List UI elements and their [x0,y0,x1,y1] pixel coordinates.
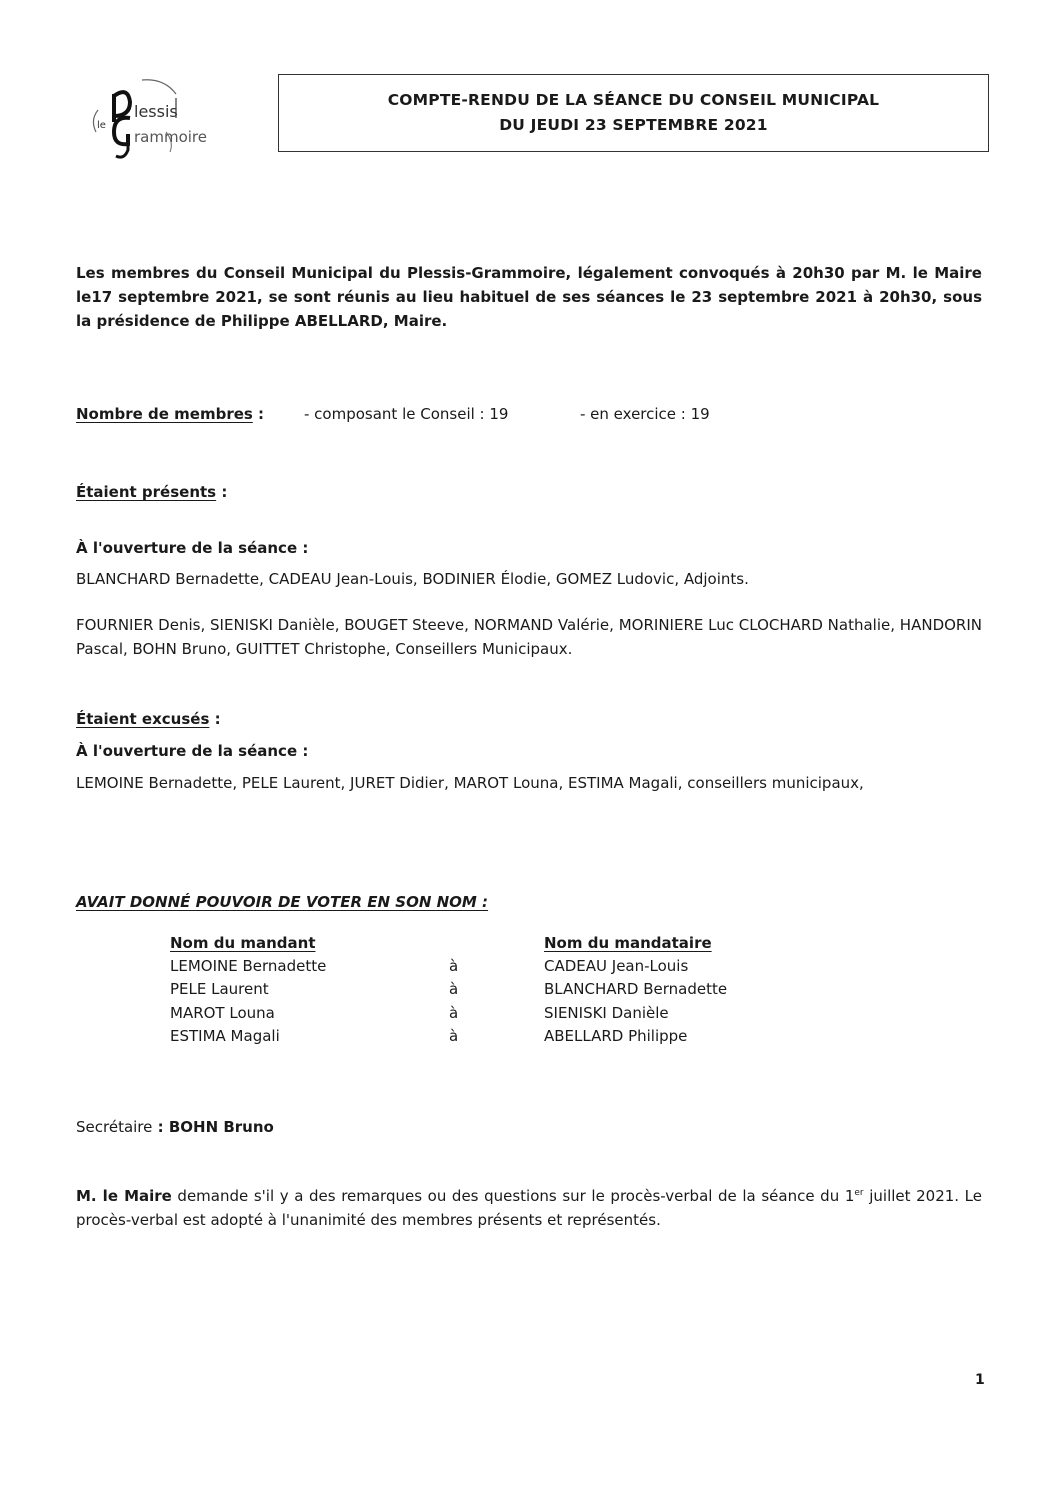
to-list [449,955,458,1048]
list-item: à [449,957,459,975]
excuses-heading: Étaient excusés : [76,710,221,728]
list-item: PELE Laurent [170,980,269,999]
list-item: SIENISKI Danièle [544,1003,669,1022]
members-composant: - composant le Conseil : 19 [304,405,509,423]
list-item: LEMOINE Bernadette [170,957,327,975]
plessis-grammoire-logo-icon [84,76,214,162]
presents-subheading: À l'ouverture de la séance : [76,539,309,557]
document-title [278,74,989,152]
list-item: à [449,980,459,999]
svg-text:lessis: lessis [134,102,178,121]
mandataire-list [544,955,727,1048]
svg-text:rammoire: rammoire [134,128,207,146]
presents-conseillers: FOURNIER Denis, SIENISKI Danièle, BOUGET Steeve, NORMAND Valérie, MORINIERE Luc CLOCHARD Nathalie, HANDORIN Pascal, BOHN Bruno, GUITTET Christophe, Conseillers Municipaux. [76,616,982,658]
col-mandataire-header: Nom du mandataire [544,934,712,952]
members-label: Nombre de membres [76,405,253,423]
list-item: à [449,1003,459,1022]
title-line-1: COMPTE-RENDU DE LA SÉANCE DU CONSEIL MUNICIPAL [387,91,880,109]
intro-paragraph: Les membres du Conseil Municipal du Plessis-Grammoire, légalement convoqués à 20h30 par M. le Maire le17 septembre 2021, se sont réunis au lieu habituel de ses séances le 23 septembre 2021 à 20h30, sous la présidence de Philippe ABELLARD, Maire. [76,264,982,330]
list-item: CADEAU Jean-Louis [544,957,689,975]
title-line-2: DU JEUDI 23 SEPTEMBRE 2021 [499,116,768,134]
list-item: MAROT Louna [170,1003,275,1022]
excuses-subheading: À l'ouverture de la séance : [76,742,309,760]
excuses-list: LEMOINE Bernadette, PELE Laurent, JURET Didier, MAROT Louna, ESTIMA Magali, conseillers municipaux, [76,774,864,792]
members-exercice: - en exercice : 19 [580,405,710,423]
list-item: BLANCHARD Bernadette [544,980,728,999]
proxies-heading: AVAIT DONNÉ POUVOIR DE VOTER EN SON NOM : [76,893,489,911]
page-number: 1 [975,1372,985,1388]
presents-adjoints: BLANCHARD Bernadette, CADEAU Jean-Louis, BODINIER Élodie, GOMEZ Ludovic, Adjoints. [76,570,749,588]
members-line: Nombre de membres : [76,405,265,423]
list-item: à [449,1026,459,1045]
municipality-logo [84,76,214,162]
secretary-line: Secrétaire : BOHN Bruno [76,1118,274,1136]
presents-heading: Étaient présents : [76,483,228,501]
remarks-paragraph: M. le Maire demande s'il y a des remarques ou des questions sur le procès-verbal de la séance du 1er juillet 2021. Le procès-verbal est adopté à l'unanimité des membres présents et représentés. [76,1187,982,1229]
svg-text:le: le [97,120,106,131]
list-item: ESTIMA Magali [170,1026,280,1045]
mandant-list [170,955,326,1048]
col-mandant-header: Nom du mandant [170,934,316,952]
secretary-name: BOHN Bruno [168,1118,274,1136]
list-item: ABELLARD Philippe [544,1026,688,1045]
